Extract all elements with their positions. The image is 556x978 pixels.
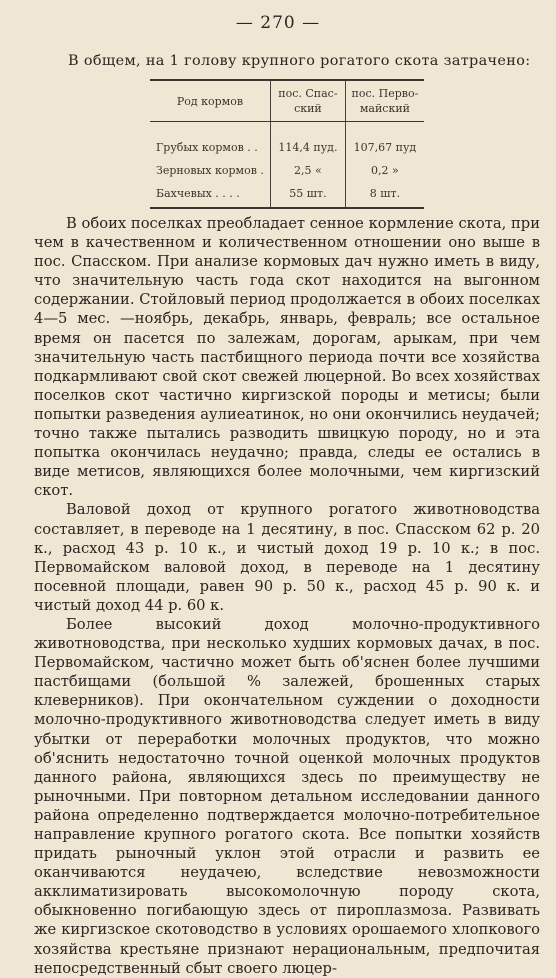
header-feed-type: Род кормов bbox=[150, 80, 270, 122]
feed-table bbox=[150, 79, 424, 209]
table-row bbox=[150, 159, 424, 182]
row-value-spassky: 55 шт. bbox=[270, 182, 345, 208]
row-value-spassky: 114,4 пуд. bbox=[270, 122, 345, 160]
table-header-row bbox=[150, 80, 424, 122]
body-text bbox=[34, 214, 540, 978]
paragraph-income: Валовой доход от крупного рогатого животноводства составляет, в переводе на 1 десятину, в пос. Спасском 62 р. 20 к., расход 43 р. 10 к., и чистый доход 19 р. 10 к.; в пос. Первомайском валовой доход, в переводе на 1 десятину посевной площади, равен 90 р. 50 к., расход 45 р. 90 к. и чистый доход 44 р. 60 к. bbox=[34, 501, 540, 614]
row-value-pervomaysky: 0,2 » bbox=[345, 159, 424, 182]
table-row bbox=[150, 122, 424, 160]
row-value-spassky: 2,5 « bbox=[270, 159, 345, 182]
table-row bbox=[150, 182, 424, 208]
header-spassky: пос. Спас-ский bbox=[270, 80, 345, 122]
paragraph-dairy: Более высокий доход молочно-продуктивного животноводства, при несколько худших кормовых дачах, в пос. Первомайском, частично может быть об'яснен более лучшими пастбищами (большой % залежей, брошенных старых клеверников). При окончательном суждении о доходности молочно-продуктивного животноводства следует иметь в виду убытки от переработки молочных продуктов, что можно об'яснить недостаточно точной оценкой молочных продуктов данного района, являющихся здесь по преимуществу не рыночными. При повторном детальном исследовании данного района определенно подтверждается молочно-потребительное направление крупного рогатого скота. Все попытки хозяйств придать рыночный уклон этой отрасли и развить ее оканчиваются неудачею, вследствие невозможности акклиматизировать высокомолочную породу скота, обыкновенно погибающую здесь от пироплазмоза. Развивать же киргизское скотоводство в условиях орошаемого хлопкового хозяйства крестьяне признают нерациональным, предпочитая непосредственный сбыт своего люцер- bbox=[34, 615, 540, 977]
page-number: — 270 — bbox=[235, 13, 321, 33]
row-label: Зерновых кормов . bbox=[156, 164, 264, 177]
row-value-pervomaysky: 107,67 пуд bbox=[345, 122, 424, 160]
intro-line: В общем, на 1 голову крупного рогатого скота затрачено: bbox=[68, 53, 531, 69]
header-pervomaysky: пос. Перво-майский bbox=[345, 80, 424, 122]
paragraph-feeding: В обоих поселках преобладает сенное кормление скота, при чем в качественном и количественном отношении оно выше в пос. Спасском. При анализе кормовых дач нужно иметь в виду, что значительную часть года скот находится на выгонном содержании. Стойловый период продолжается в обоих поселках 4—5 мес. —ноябрь, декабрь, январь, февраль; все остальное время он пасется по залежам, дорогам, арыкам, при чем значительную часть пастбищного периода почти все хозяйства подкармливают свой скот свежей люцерной. Во всех хозяйствах поселков скот частично киргизской породы и метисы; были попытки разведения аулиеатинок, но они окончились неудачей; точно также пытались разводить швицкую породу, но и эта попытка окончилась неудачно; правда, следы ее остались в виде метисов, являющихся более молочными, чем киргизский скот. bbox=[34, 215, 540, 500]
row-label: Грубых кормов . . bbox=[156, 141, 258, 154]
row-value-pervomaysky: 8 шт. bbox=[345, 182, 424, 208]
row-label: Бахчевых . . . . bbox=[150, 182, 270, 208]
